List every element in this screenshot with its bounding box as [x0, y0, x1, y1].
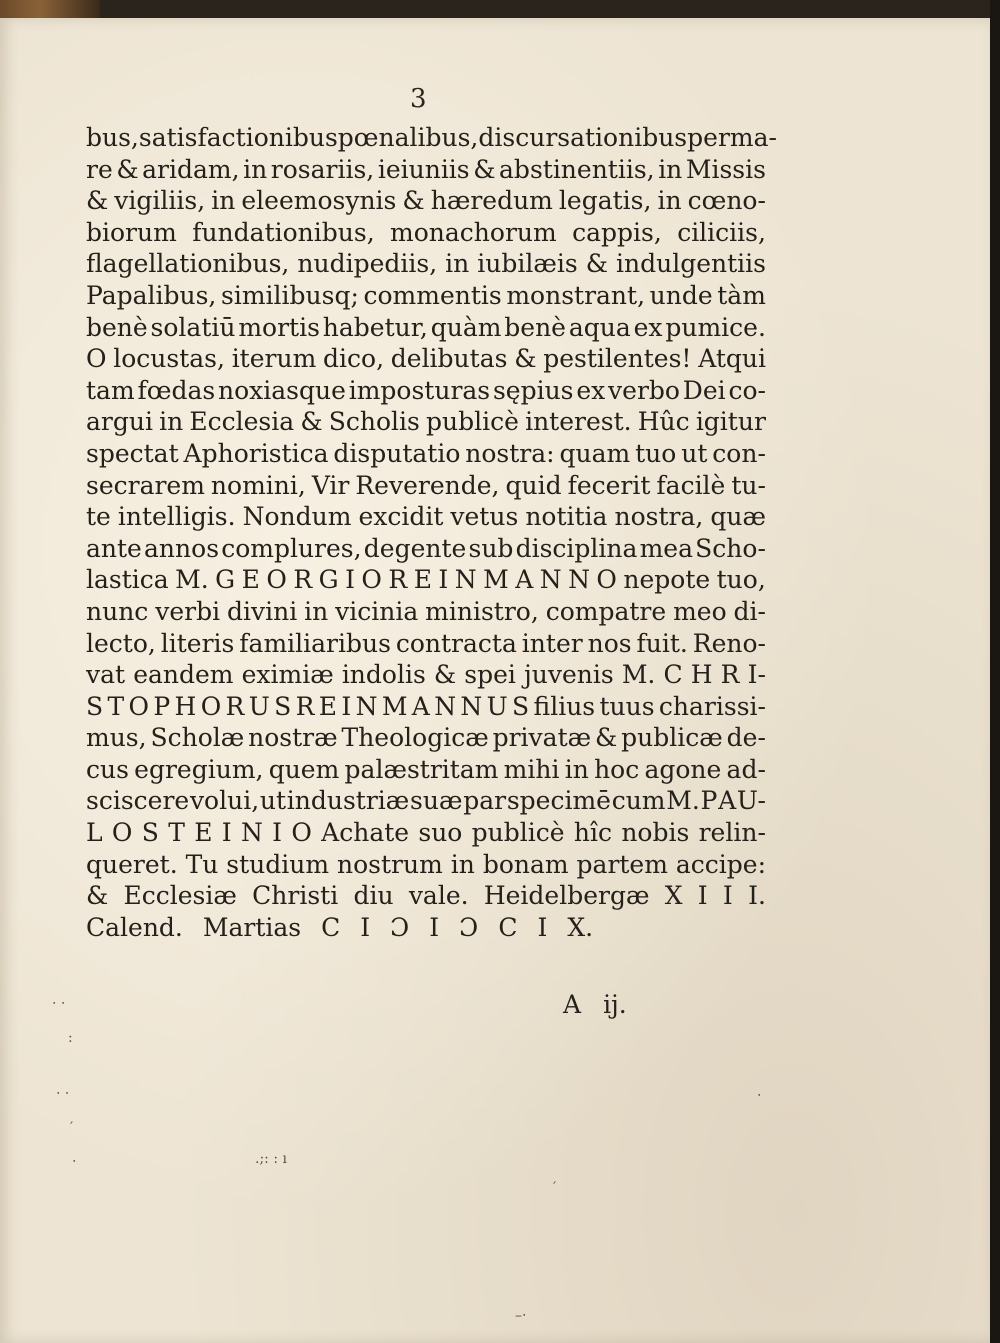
text-line: mus, Scholæ nostræ Theologicæ privatæ & publicæ de- — [86, 723, 766, 753]
text-line: sciscere volui, ut industriæ suæ par specimē cum M. P A U- — [86, 786, 766, 816]
text-line: Papalibus, similibusq; commentis monstrant, unde tàm — [86, 280, 766, 310]
text-line: secrarem nomini, Vir Reverende, quid fecerit facilè tu- — [86, 470, 766, 500]
text-line: ante annos complures, degente sub disciplina mea Scho- — [86, 533, 766, 563]
text-line: & Ecclesiæ Christi diu vale. Heidelbergæ X I I I. — [86, 881, 766, 911]
signature-mark: A — [563, 990, 582, 1019]
text-line: cus egregium, quem palæstritam mihi in hoc agone ad- — [86, 754, 766, 784]
text-line: flagellationibus, nudipediis, in iubilæis & indulgentiis — [86, 249, 766, 279]
text-line: tam fœdas noxiasque imposturas sępius ex verbo Dei co- — [86, 375, 766, 405]
book-page: 3 bus, satisfactionibus pœnalibus, discursationibus per ma- re & aridam, in rosariis, ieiuniis & abstinentiis, in Missis & vigiliis, in eleemosynis & hæredum legatis, in cœno- biorum fundationibus, monachorum cappis, ciliciis, flagellationibus, nudipediis, in iubilæis & indulgentiis Papalibus, similibusq; commentis monstrant, unde tàm benè solatiū mortis habetur, quàm benè aqua ex pumice. O locustas, iterum dico, delibutas & pestilentes! Atqui tam fœdas noxiasque imposturas sępius ex verbo Dei co- argui in Ecclesia & Scholis publicè interest. Hûc igitur spectat Aphoristica disputatio nostra: quam tuo ut con- secrarem nomini, Vir Reverende, quid fecerit facilè tu- te intelligis. Nondum excidit vetus notitia nostra, quæ ante annos complures, degente sub disciplina mea Scho- lastica M. G E O R G I O R E I N M A N N O nepote tuo, nunc verbi divini in vicinia ministro, compatre meo di- lecto, literis familiaribus contracta inter nos fuit. Reno- vat eandem eximiæ indolis & spei juvenis M. C H R I- S T O P H O R U S R E I N M A N N U S filius tuus charissi- mus, Scholæ nostræ Theologicæ privatæ & publicæ de- cus egregium, quem palæstritam mihi in hoc agone ad- sciscere volui, ut industriæ suæ par specimē cum M. P A U- L O S T E I N I O Achate suo publicè hîc nobis relin- queret. Tu studium nostrum in bonam partem accipe: & Ecclesiæ Christi diu vale. Heidelbergæ X I I I. Calend. Martias C I Ɔ I Ɔ C I X. A ij. ‧ ‧ : ‧ ‧ ′ ‧ .;: : ı ‧ ′ –‧ — [0, 18, 990, 1343]
text-line: re & aridam, in rosariis, ieiuniis & abstinentiis, in Missis — [86, 154, 766, 184]
text-line: te intelligis. Nondum excidit vetus notitia nostra, quæ — [86, 502, 766, 532]
text-line: nunc verbi divini in vicinia ministro, compatre meo di- — [86, 596, 766, 626]
catchword — [563, 990, 649, 1019]
text-line: queret. Tu studium nostrum in bonam partem accipe: — [86, 849, 766, 879]
text-line: bus, satisfactionibus pœnalibus, discursationibus per ma- — [86, 123, 777, 152]
leaf-number: ij. — [603, 990, 627, 1019]
page-right-edge — [990, 0, 1000, 1343]
text-line: & vigiliis, in eleemosynis & hæredum legatis, in cœno- — [86, 186, 766, 216]
text-line: L O S T E I N I O Achate suo publicè hîc nobis relin- — [86, 818, 766, 848]
text-line: biorum fundationibus, monachorum cappis, ciliciis, — [86, 217, 766, 247]
text-line: vat eandem eximiæ indolis & spei juvenis M. C H R I- — [86, 660, 766, 690]
text-line: O locustas, iterum dico, delibutas & pestilentes! Atqui — [86, 344, 766, 374]
book-spine-edge — [0, 0, 100, 20]
text-line: benè solatiū mortis habetur, quàm benè aqua ex pumice. — [86, 312, 766, 342]
body-text — [86, 122, 777, 943]
text-line: lastica M. G E O R G I O R E I N M A N N O nepote tuo, — [86, 565, 766, 595]
text-line: spectat Aphoristica disputatio nostra: quam tuo ut con- — [86, 438, 766, 468]
text-line: lecto, literis familiaribus contracta inter nos fuit. Reno- — [86, 628, 766, 658]
text-line: argui in Ecclesia & Scholis publicè interest. Hûc igitur — [86, 407, 766, 437]
text-line: Calend. Martias C I Ɔ I Ɔ C I X. — [86, 912, 594, 942]
text-line: S T O P H O R U S R E I N M A N N U S filius tuus charissi- — [86, 691, 766, 721]
page-number: 3 — [410, 84, 427, 114]
